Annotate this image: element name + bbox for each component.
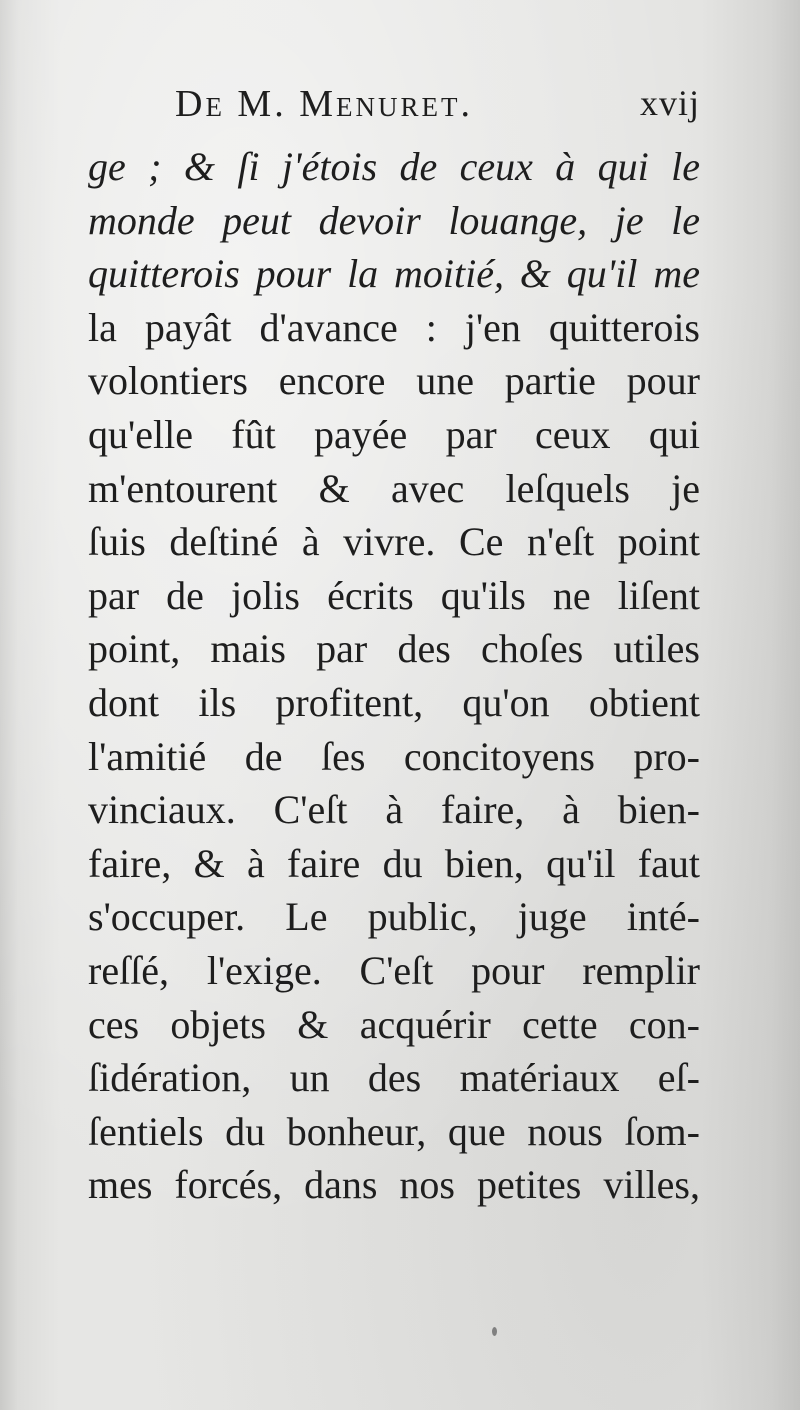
text-line: la payât d'avance : j'en quitterois xyxy=(88,304,700,350)
running-head: De M. Menuret. xyxy=(175,83,473,125)
text-line: par de jolis écrits qu'ils ne liſent xyxy=(88,572,700,618)
text-line: volontiers encore une partie pour xyxy=(88,358,700,404)
ink-speck xyxy=(492,1327,497,1336)
text-line: ſuis deſtiné à vivre. Ce n'eſt point xyxy=(88,519,700,565)
text-line: faire, & à faire du bien, qu'il faut xyxy=(88,840,700,886)
page-header xyxy=(175,82,700,132)
text-line: qu'elle fût payée par ceux qui xyxy=(88,411,700,457)
text-line: l'amitié de ſes concitoyens pro- xyxy=(88,733,700,779)
text-line: quitterois pour la moitié, & qu'il me xyxy=(88,251,700,297)
text-line: m'entourent & avec leſquels je xyxy=(88,465,700,511)
text-line: ces objets & acquérir cette con- xyxy=(88,1001,700,1047)
page-number: xvij xyxy=(639,83,700,123)
text-line: ſentiels du bonheur, que nous ſom- xyxy=(88,1108,700,1154)
text-line: mes forcés, dans nos petites villes, xyxy=(88,1162,700,1208)
text-line: reſſé, l'exige. C'eſt pour remplir xyxy=(88,947,700,993)
text-line: vinciaux. C'eſt à faire, à bien- xyxy=(88,787,700,833)
text-line: dont ils profitent, qu'on obtient xyxy=(88,679,700,725)
text-line: point, mais par des choſes utiles xyxy=(88,626,700,672)
text-line: ge ; & ſi j'étois de ceux à qui le xyxy=(88,144,700,189)
text-line: ſidération, un des matériaux eſ- xyxy=(88,1055,700,1101)
body-text xyxy=(88,140,700,1212)
text-line: monde peut devoir louange, je le xyxy=(88,197,700,243)
text-line: s'occuper. Le public, juge inté- xyxy=(88,894,700,940)
